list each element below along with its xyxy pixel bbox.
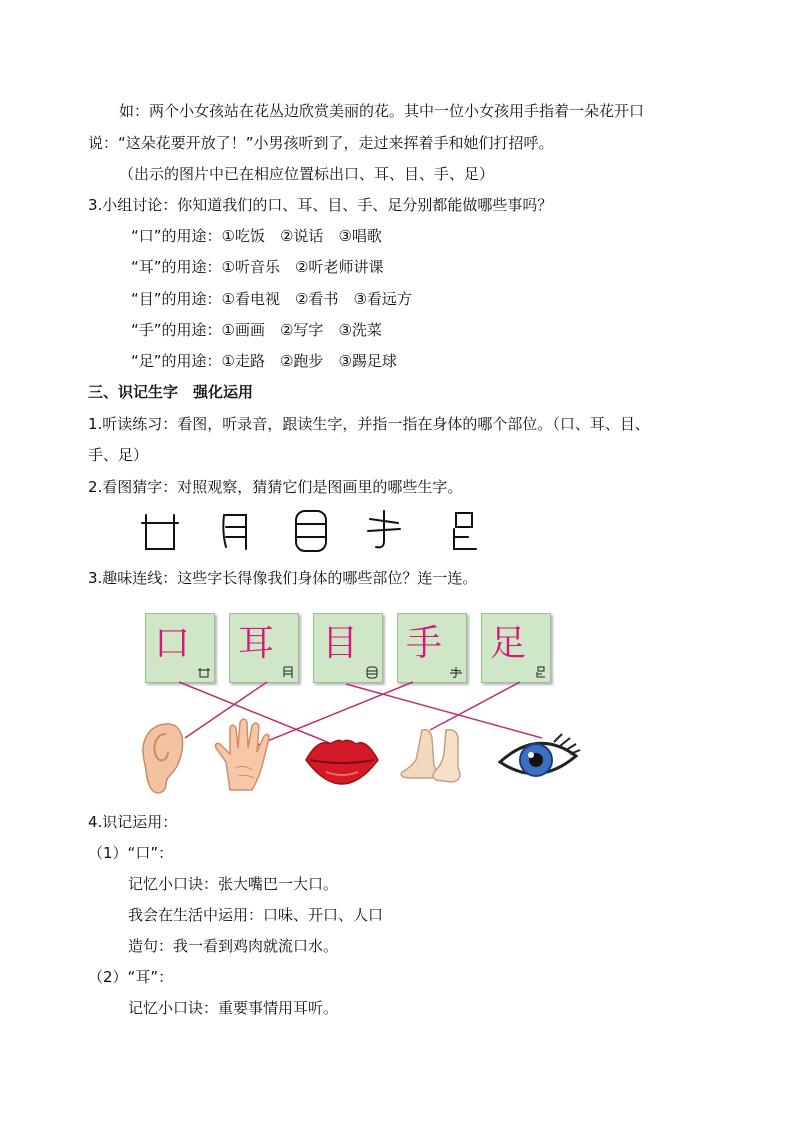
card-zu-char: 足 (489, 623, 526, 664)
kou-sentence: 造句：我一看到鸡肉就流口水。 (128, 937, 339, 955)
er-label: （2）“耳”： (88, 968, 174, 986)
item4: 4.识记运用： (88, 813, 178, 831)
card-shou[interactable] (397, 613, 467, 683)
card-zu[interactable] (481, 613, 551, 683)
ancient-shou-glyph-icon (368, 511, 400, 547)
ancient-mu-glyph-icon (296, 511, 326, 551)
card-mu[interactable] (313, 613, 383, 683)
card-shou-char: 手 (405, 623, 442, 664)
use-kou: “口”的用途：①吃饭 ②说话 ③唱歌 (131, 227, 382, 245)
card-kou-char: 口 (153, 623, 190, 664)
item1-line1: 1.听读练习：看图，听录音，跟读生字，并指一指在身体的哪个部位。（口、耳、目、 (88, 415, 650, 433)
eye-icon (500, 734, 580, 776)
use-er: “耳”的用途：①听音乐 ②听老师讲课 (131, 258, 384, 276)
card-er-char: 耳 (237, 623, 274, 664)
ancient-kou-glyph-icon (142, 515, 178, 549)
matching-figure (130, 676, 600, 800)
feet-icon (401, 730, 460, 782)
kou-label: （1）“口”： (88, 844, 174, 862)
para1-line2: 说：“这朵花要开放了！”小男孩听到了，走过来挥着手和她们打招呼。 (88, 134, 554, 152)
ancient-glyphs (138, 505, 478, 557)
ancient-zu-glyph-icon (454, 513, 476, 549)
use-shou: “手”的用途：①画画 ②写字 ③洗菜 (131, 321, 382, 339)
item1-line2: 手、足） (88, 446, 149, 464)
para1-line3: （出示的图片中已在相应位置标出口、耳、目、手、足） (119, 165, 495, 183)
item3: 3.趣味连线：这些字长得像我们身体的哪些部位？连一连。 (88, 569, 478, 587)
item2: 2.看图猜字：对照观察，猜猜它们是图画里的哪些生字。 (88, 478, 463, 496)
para1-line1: 如：两个小女孩站在花丛边欣赏美丽的花。其中一位小女孩用手指着一朵花开口 (119, 102, 645, 120)
kou-mnemonic: 记忆小口诀：张大嘴巴一大口。 (128, 875, 339, 893)
ancient-er-glyph-icon (223, 515, 246, 549)
kou-usage: 我会在生活中运用：口味、开口、人口 (128, 906, 384, 924)
er-mnemonic: 记忆小口诀：重要事情用耳听。 (128, 999, 339, 1017)
connector-zu-feet (346, 684, 542, 738)
q3-title: 3.小组讨论：你知道我们的口、耳、目、手、足分别都能做哪些事吗？ (88, 196, 553, 214)
hand-icon (216, 719, 270, 790)
lips-icon (306, 740, 378, 784)
ear-icon (143, 724, 183, 793)
section3-heading: 三、识记生字 强化运用 (88, 383, 254, 401)
card-kou[interactable] (145, 613, 215, 683)
use-mu: “目”的用途：①看电视 ②看书 ③看远方 (131, 290, 412, 308)
connector-mu-eye (250, 682, 413, 748)
connector-kou-lips (179, 682, 342, 748)
connector-shou-hand (430, 682, 520, 730)
card-mu-char: 目 (321, 623, 358, 664)
use-zu: “足”的用途：①走路 ②跑步 ③踢足球 (131, 352, 397, 370)
card-er[interactable] (229, 613, 299, 683)
